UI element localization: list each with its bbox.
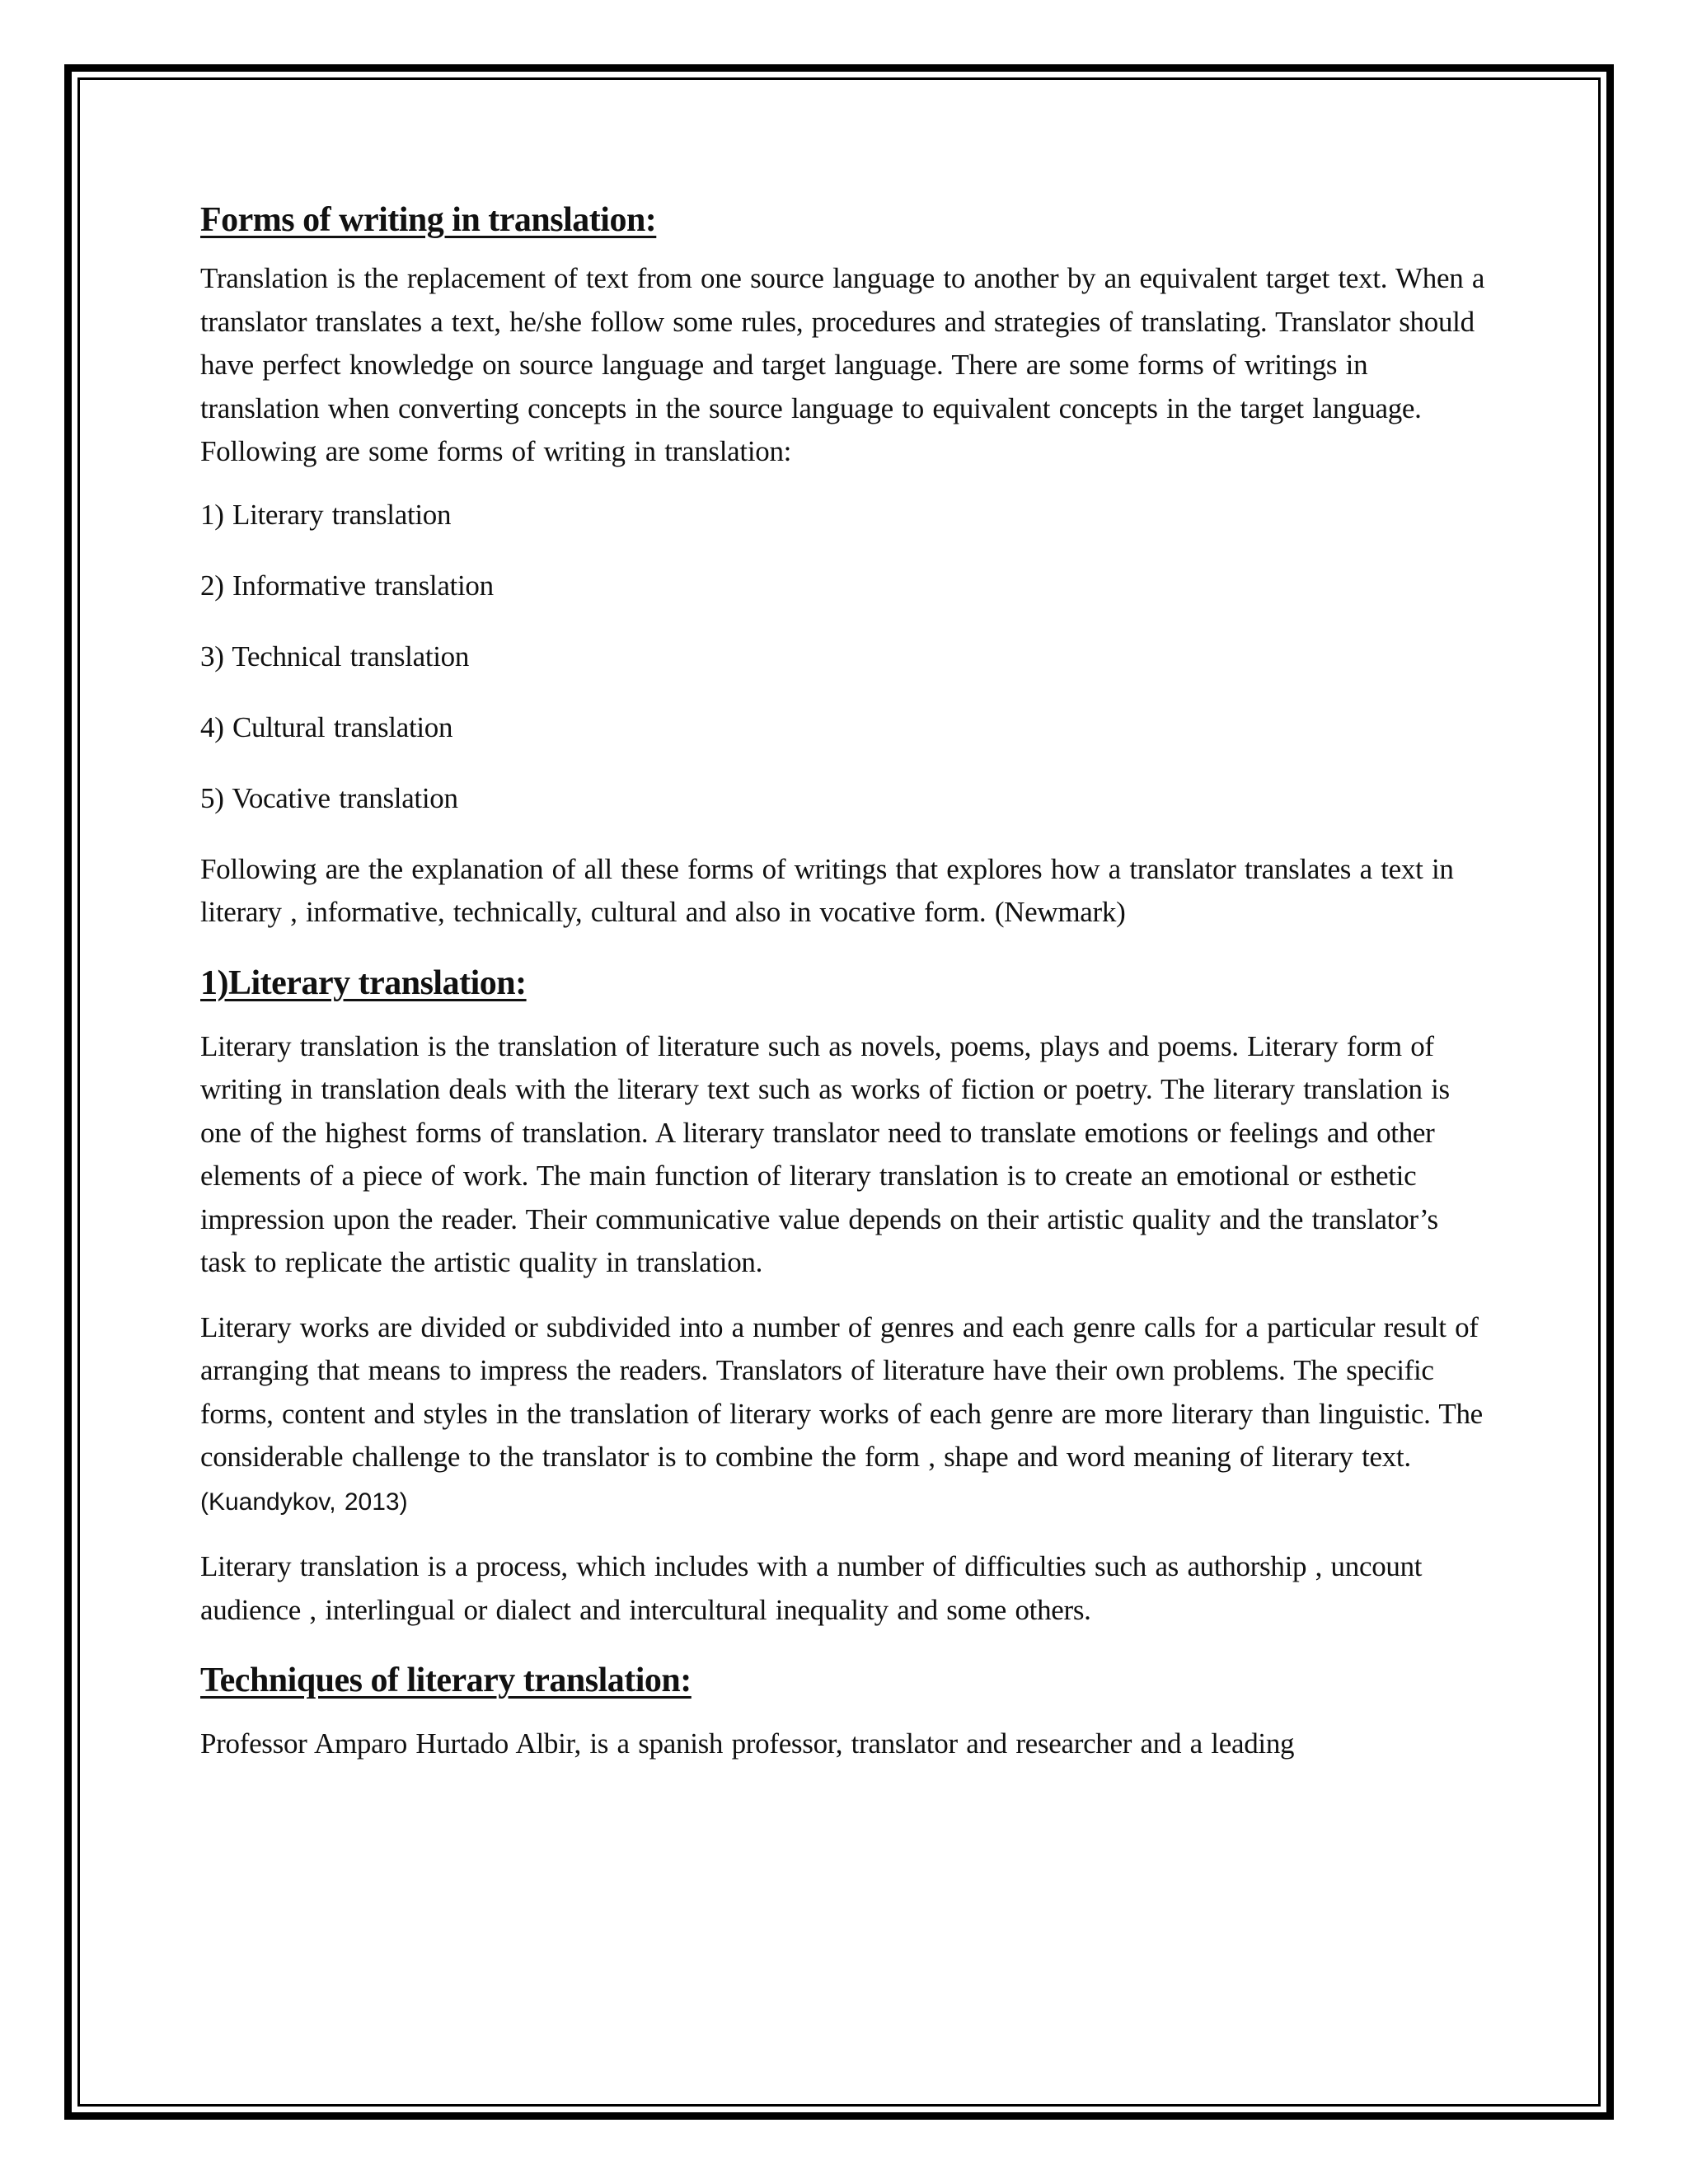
literary-paragraph-2 bbox=[200, 1306, 1486, 1525]
explanation-paragraph: Following are the explanation of all these forms of writings that explores how a translator translates a text in literary , informative, technically, cultural and also in vocative form. (Newmark) bbox=[200, 852, 1454, 928]
list-item-vocative: 5) Vocative translation bbox=[200, 781, 458, 814]
list-item-informative: 2) Informative translation bbox=[200, 569, 494, 602]
citation-kuandykov: (Kuandykov, 2013) bbox=[200, 1488, 408, 1516]
heading-forms-of-writing: Forms of writing in translation: bbox=[200, 201, 657, 239]
techniques-paragraph: Professor Amparo Hurtado Albir, is a spanish professor, translator and researcher and a leading bbox=[200, 1727, 1295, 1760]
list-item-technical: 3) Technical translation bbox=[200, 640, 470, 673]
intro-paragraph: Translation is the replacement of text from one source language to another by an equivalent target text. When a translator translates a text, he/she follow some rules, procedures and strategies of translating. Translator should have perfect knowledge on source language and target language. There are some forms of writings in translation when converting concepts in the source language to equivalent concepts in the target language. Following are some forms of writing in translation: bbox=[200, 262, 1485, 467]
literary-paragraph-3: Literary translation is a process, which includes with a number of difficulties such as authorship , uncount audience , interlingual or dialect and intercultural inequality and some others. bbox=[200, 1550, 1423, 1626]
heading-literary-translation: 1)Literary translation: bbox=[200, 963, 527, 1002]
list-item-cultural: 4) Cultural translation bbox=[200, 710, 453, 743]
list-item-literary: 1) Literary translation bbox=[200, 498, 452, 531]
document-body bbox=[200, 196, 1486, 1766]
heading-techniques: Techniques of literary translation: bbox=[200, 1661, 692, 1699]
forms-list bbox=[200, 494, 1486, 820]
literary-paragraph-2-text: Literary works are divided or subdivided into a number of genres and each genre calls for a particular result of arranging that means to impress the readers. Translators of literature have their own problems. The specific forms, content and styles in the translation of literary works of each genre are more literary than linguistic. The considerable challenge to the translator is to combine the form , shape and word meaning of literary text. bbox=[200, 1310, 1483, 1473]
literary-paragraph-1: Literary translation is the translation of literature such as novels, poems, plays and poems. Literary form of writing in translation deals with the literary text such as works of fiction or poetry. The literary translation is one of the highest forms of translation. A literary translator need to translate emotions or feelings and other elements of a piece of work. The main function of literary translation is to create an emotional or esthetic impression upon the reader. Their communicative value depends on their artistic quality and the translator’s task to replicate the artistic quality in translation. bbox=[200, 1029, 1450, 1278]
